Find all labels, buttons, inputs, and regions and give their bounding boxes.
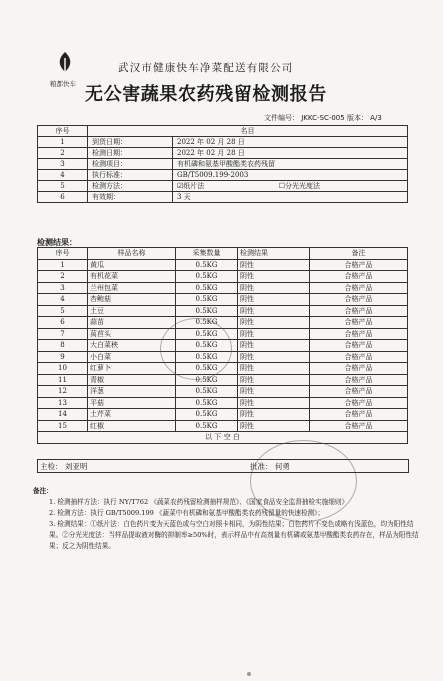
result: 阴性 [238,340,310,352]
info-header-name: 名目 [88,126,408,137]
company-name: 武汉市健康快车净菜配送有限公司 [118,62,294,74]
result: 阴性 [238,271,310,283]
results-row [38,420,408,432]
result: 阴性 [238,317,310,329]
row-no: 6 [38,317,88,329]
remark: 合格产品 [310,340,408,352]
remark: 合格产品 [310,305,408,317]
info-label: 到货日期： [88,137,173,148]
info-value: 2022 年 02 月 28 日 [173,137,408,148]
row-no: 10 [38,363,88,375]
info-row [38,148,408,159]
info-value: 2022 年 02 月 28 日 [173,148,408,159]
sample-name: 杏鲍菇 [88,294,176,306]
info-value: GB/T5009.199-2003 [173,170,408,181]
results-section-label: 检测结果： [37,237,77,247]
info-label: 检测日期： [88,148,173,159]
remark: 合格产品 [310,271,408,283]
row-no: 5 [38,305,88,317]
info-value: 3 天 [173,192,408,203]
logo-text: 粮都快车 [50,80,76,88]
info-no: 6 [38,192,88,203]
row-no: 3 [38,282,88,294]
info-no: 5 [38,181,88,192]
remark: 合格产品 [310,351,408,363]
approver: 批准： 何勇 [250,462,290,471]
company-logo [53,50,77,80]
remark: 合格产品 [310,317,408,329]
notes-title: 备注： [33,487,53,495]
row-no: 14 [38,409,88,421]
inspector: 主检： 刘亚明 [40,462,88,471]
quantity: 0.5KG [176,397,238,409]
info-no: 1 [38,137,88,148]
sample-name: 土豆 [88,305,176,317]
info-row [38,137,408,148]
results-header-remark: 备注 [310,248,408,260]
results-row [38,317,408,329]
sample-name: 青椒 [88,374,176,386]
info-row [38,159,408,170]
info-header-no: 序号 [38,126,88,137]
quantity: 0.5KG [176,305,238,317]
result: 阴性 [238,294,310,306]
file-number: 文件编号： JKKC-SC-005 版本： A/3 [264,114,382,122]
sample-name: 蒜苗 [88,317,176,329]
results-row [38,294,408,306]
results-row [38,409,408,421]
note-item: 1. 检测抽样方法：执行 NY/T762 《蔬菜农药残留检测抽样规范》、《国家食品安全监督抽检实施细则》 [49,498,349,506]
quantity: 0.5KG [176,363,238,375]
info-value [173,181,408,192]
quantity: 0.5KG [176,420,238,432]
results-row [38,374,408,386]
quantity: 0.5KG [176,259,238,271]
sample-name: 土芹菜 [88,409,176,421]
notes [35,486,420,552]
remark: 合格产品 [310,363,408,375]
quantity: 0.5KG [176,294,238,306]
result: 阴性 [238,259,310,271]
report-title: 无公害蔬果农药残留检测报告 [85,84,327,105]
page-dot [247,672,251,676]
row-no: 11 [38,374,88,386]
sample-name: 大白菜秧 [88,340,176,352]
remark: 合格产品 [310,328,408,340]
info-no: 2 [38,148,88,159]
row-no: 8 [38,340,88,352]
results-row [38,397,408,409]
remark: 合格产品 [310,259,408,271]
results-row [38,282,408,294]
quantity: 0.5KG [176,340,238,352]
row-no: 4 [38,294,88,306]
quantity: 0.5KG [176,351,238,363]
result: 阴性 [238,386,310,398]
row-no: 13 [38,397,88,409]
sample-name: 红椒 [88,420,176,432]
results-row [38,305,408,317]
row-no: 2 [38,271,88,283]
results-footer: 以 下 空 白 [38,432,408,444]
results-header-no: 序号 [38,248,88,260]
info-label: 检测项目： [88,159,173,170]
signature-row [37,459,409,473]
row-no: 1 [38,259,88,271]
info-value: 有机磷和氨基甲酸酯类农药残留 [173,159,408,170]
note-item: 3. 检测结果：①纸片法：白色药片变为天蓝色或与空白对照卡相同，为阴性结果；白色药片不变色或略有浅蓝色，均为阳性结果。②分光光度法：当样品提取液对酶的抑制率≥50%时，表示样品中有高剂量有机磷或氨基甲酸酯类农药存在，样品为阳性结果；反之为阴性结果。 [49,520,419,550]
quantity: 0.5KG [176,282,238,294]
remark: 合格产品 [310,386,408,398]
result: 阴性 [238,328,310,340]
sample-name: 洋葱 [88,386,176,398]
quantity: 0.5KG [176,328,238,340]
results-header-sample: 样品名称 [88,248,176,260]
result: 阴性 [238,305,310,317]
remark: 合格产品 [310,282,408,294]
info-row [38,181,408,192]
info-table [37,125,408,203]
result: 阴性 [238,420,310,432]
results-header-qty: 采集数量 [176,248,238,260]
result: 阴性 [238,397,310,409]
row-no: 9 [38,351,88,363]
quantity: 0.5KG [176,409,238,421]
remark: 合格产品 [310,409,408,421]
info-label: 检测方法： [88,181,173,192]
method-paper-checkbox: ☑纸片法 [177,182,205,190]
sample-name: 小白菜 [88,351,176,363]
method-spectro-checkbox: ☐分光光度法 [278,182,321,190]
result: 阴性 [238,374,310,386]
quantity: 0.5KG [176,386,238,398]
info-no: 4 [38,170,88,181]
info-row [38,192,408,203]
sample-name: 黄瓜 [88,259,176,271]
result: 阴性 [238,351,310,363]
info-no: 3 [38,159,88,170]
info-label: 执行标准： [88,170,173,181]
sample-name: 兰州包菜 [88,282,176,294]
sample-name: 莴苣头 [88,328,176,340]
results-row [38,386,408,398]
quantity: 0.5KG [176,374,238,386]
sample-name: 平菇 [88,397,176,409]
inspection-stamp-mid [160,318,232,380]
remark: 合格产品 [310,420,408,432]
result: 阴性 [238,409,310,421]
info-row [38,170,408,181]
sample-name: 红萝卜 [88,363,176,375]
results-header-result: 检测结果 [238,248,310,260]
sample-name: 有机花菜 [88,271,176,283]
remark: 合格产品 [310,294,408,306]
row-no: 12 [38,386,88,398]
result: 阴性 [238,363,310,375]
quantity: 0.5KG [176,317,238,329]
quantity: 0.5KG [176,271,238,283]
row-no: 15 [38,420,88,432]
remark: 合格产品 [310,374,408,386]
info-label: 有效期： [88,192,173,203]
results-row [38,271,408,283]
results-row [38,259,408,271]
result: 阴性 [238,282,310,294]
row-no: 7 [38,328,88,340]
remark: 合格产品 [310,397,408,409]
note-item: 2. 检测方法：执行 GB/T5009.199 《蔬菜中有机磷和氨基甲酸酯类农药残留量的快速检测》； [49,509,325,517]
